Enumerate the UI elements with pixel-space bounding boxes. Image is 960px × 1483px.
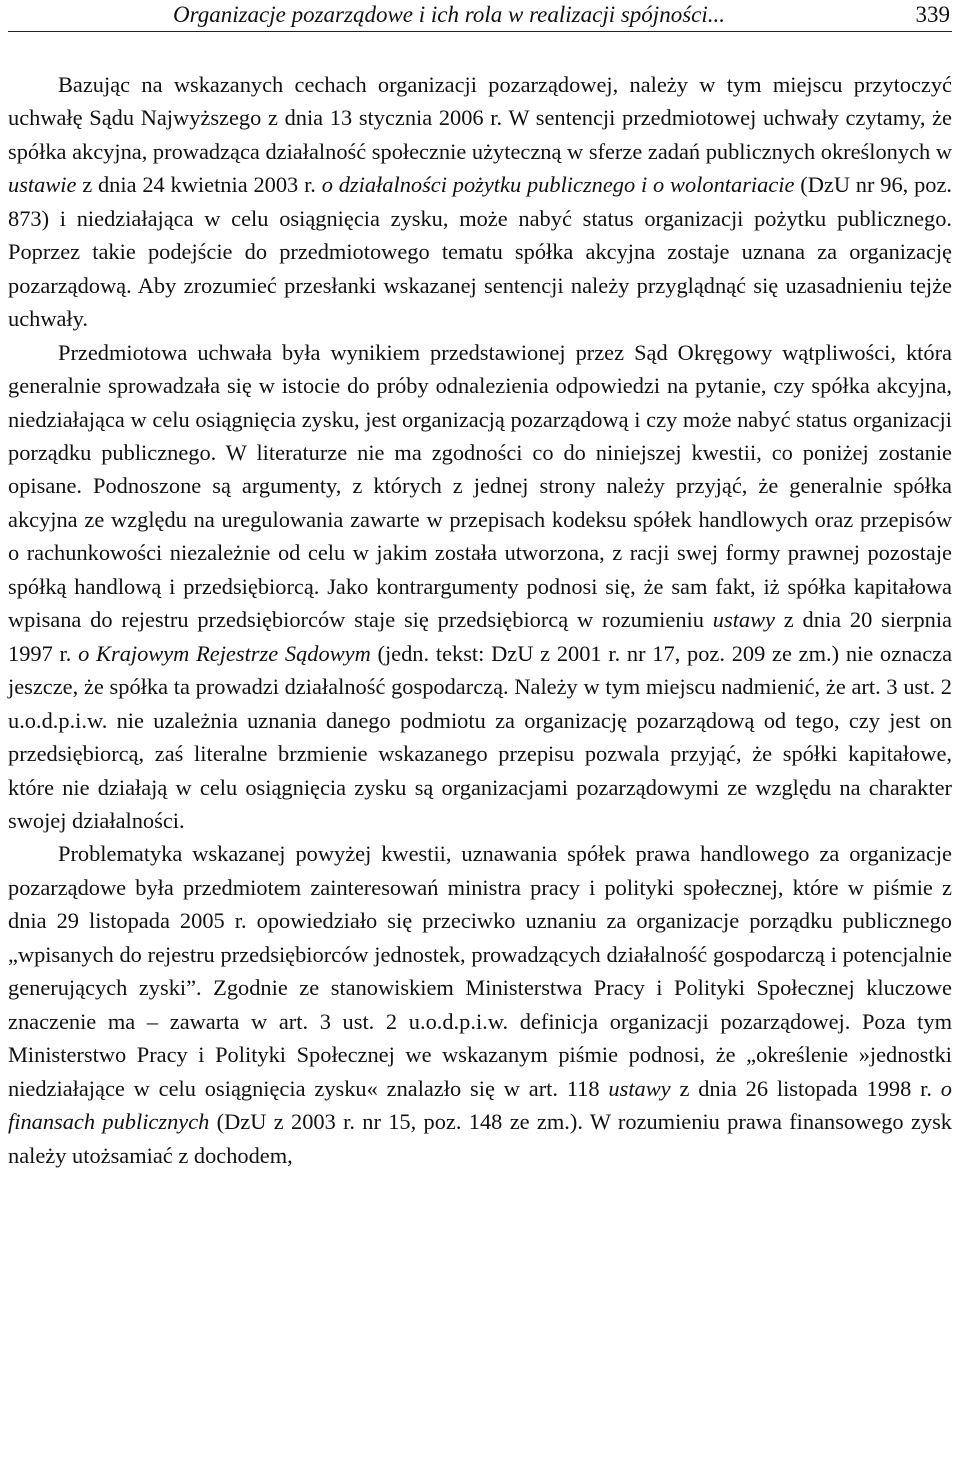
paragraph-3-italic-ustawy: ustawy xyxy=(608,1075,671,1101)
paragraph-3-text-e: (DzU z 2003 r. nr 15, poz. 148 ze zm.). W rozumieniu prawa finansowego zysk należy utożsamiać z dochodem, xyxy=(8,1109,952,1168)
paragraph-1-text-e: (DzU nr 96, poz. 873) i niedziałająca w celu osiągnięcia zysku, może nabyć status organizacji pożytku publicznego. Poprzez takie podejście do przedmiotowego tematu spółka akcyjna zostaje uznana za organizację pozarządową. Aby zrozumieć przesłanki wskazanej sentencji należy przyglądnąć się uzasadnieniu tejże uchwały. xyxy=(8,172,952,332)
paragraph-1-text-a: Bazując na wskazanych cechach organizacji pozarządowej, należy w tym miejscu przytoczyć uchwałę Sądu Najwyższego z dnia 13 stycznia 2006 r. W sentencji przedmiotowej uchwały czytamy, że spółka akcyjna, prowadząca działalność społecznie użyteczną w sferze zadań publicznych określonych w xyxy=(8,72,952,164)
paragraph-3-text-a: Problematyka wskazanej powyżej kwestii, uznawania spółek prawa handlowego za organizacje pozarządowe była przedmiotem zainteresowań ministra pracy i polityki społecznej, które w piśmie z dnia 29 listopada 2005 r. opowiedziało się przeciwko uznaniu za organizacje porządku publicznego „wpisanych do rejestru przedsiębiorców jednostek, prowadzących działalność gospodarczą i potencjalnie generujących zyski”. Zgodnie ze stanowiskiem Ministerstwa Pracy i Polityki Społecznej kluczowe znaczenie ma – zawarta w art. 3 ust. 2 u.o.d.p.i.w. definicja organizacji pozarządowej. Poza tym Ministerstwo Pracy i Polityki Społecznej we wskazanym piśmie podnosi, że „określenie »jednostki niedziałające w celu osiągnięcia zysku« znalazło się w art. 118 xyxy=(8,841,952,1101)
paragraph-1 xyxy=(8,68,952,336)
paragraph-2-italic-act-title: o Krajowym Rejestrze Sądowym xyxy=(78,640,371,666)
paragraph-1-italic-act-title: o działalności pożytku publicznego i o wolontariacie xyxy=(321,172,795,198)
paragraph-1-text-c: z dnia 24 kwietnia 2003 r. xyxy=(76,172,322,198)
running-header xyxy=(8,0,952,32)
paragraph-2-text-a: Przedmiotowa uchwała była wynikiem przedstawionej przez Sąd Okręgowy wątpliwości, która generalnie sprowadzała się w istocie do próby odnalezienia odpowiedzi na pytanie, czy spółka akcyjna, niedziałająca w celu osiągnięcia zysku, jest organizacją pozarządową i czy może nabyć status organizacji porządku publicznego. W literaturze nie ma zgodności co do niniejszej kwestii, co poniżej zostanie opisane. Podnoszone są argumenty, z których z jednej strony należy przyjąć, że generalnie spółka akcyjna ze względu na uregulowania zawarte w przepisach kodeksu spółek handlowych oraz przepisów o rachunkowości niezależnie od celu w jakim została utworzona, z racji swej formy prawnej pozostaje spółką handlową i przedsiębiorcą. Jako kontrargumenty podnosi się, że sam fakt, iż spółka kapitałowa wpisana do rejestru przedsiębiorców staje się przedsiębiorcą w rozumieniu xyxy=(8,339,952,633)
body-text xyxy=(8,68,952,1172)
paragraph-3 xyxy=(8,837,952,1172)
paragraph-3-italic-act-title: o finansach publicznych xyxy=(8,1075,952,1135)
document-page xyxy=(8,0,952,1172)
paragraph-2 xyxy=(8,336,952,838)
paragraph-3-text-c: z dnia 26 listopada 1998 r. xyxy=(670,1075,941,1101)
paragraph-2-italic-ustawy: ustawy xyxy=(712,607,775,633)
page-number: 339 xyxy=(915,2,950,27)
paragraph-1-italic-ustawie: ustawie xyxy=(8,172,77,198)
paragraph-2-text-e: (jedn. tekst: DzU z 2001 r. nr 17, poz. 209 ze zm.) nie oznacza jeszcze, że spółka ta prowadzi działalność gospodarczą. Należy w tym miejscu nadmienić, że art. 3 ust. 2 u.o.d.p.i.w. nie uzależnia uznania danego podmiotu za organizację pozarządową od tego, czy jest on przedsiębiorcą, zaś literalne brzmienie wskazanego przepisu pozwala przyjąć, że spółki kapitałowe, które nie działają w celu osiągnięcia zysku są organizacjami pozarządowymi ze względu na charakter swojej działalności. xyxy=(8,640,953,833)
paragraph-2-text-c: z dnia 20 sierpnia 1997 r. xyxy=(8,607,952,666)
running-title: Organizacje pozarządowe i ich rola w realizacji spójności... xyxy=(173,2,725,27)
